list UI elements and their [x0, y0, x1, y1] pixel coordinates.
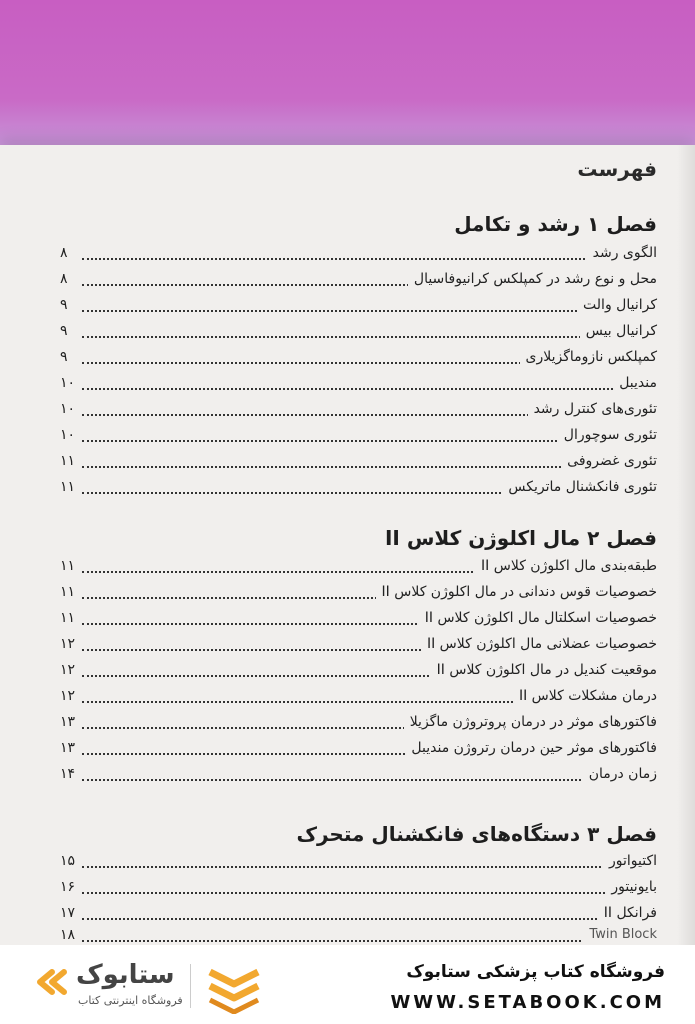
toc-entry-label: تئوری فانکشنال ماتریکس: [502, 476, 657, 498]
store-logo: [30, 958, 270, 1014]
logo-chevron-icon: [30, 958, 70, 1014]
toc-entry: [60, 474, 657, 498]
logo-subtitle: فروشگاه اینترنتی کتاب: [78, 994, 183, 1007]
toc-entry-partial: [60, 922, 657, 946]
toc-entry-page: ۱۱: [60, 558, 76, 574]
dot-leader: [82, 892, 657, 894]
toc-entry-label: خصوصیات اسکلتال مال اکلوژن کلاس II: [419, 607, 657, 629]
dot-leader: [82, 940, 657, 942]
dot-leader: [82, 336, 657, 338]
toc-entry: [60, 605, 657, 629]
toc-entry-label: مندیبل: [613, 372, 657, 394]
dot-leader: [82, 866, 657, 868]
toc-entry-page: ۱۸: [60, 927, 76, 943]
store-url[interactable]: WWW.SETABOOK.COM: [390, 992, 665, 1013]
toc-entry-label: کرانیال بیس: [580, 320, 657, 342]
toc-entry-label: اکتیواتور: [603, 850, 657, 872]
toc-entry: [60, 370, 657, 394]
toc-entry-page: ۱۰: [60, 401, 76, 417]
toc-entry-page: ۱۶: [60, 879, 76, 895]
toc-entry-page: ۹: [60, 297, 68, 313]
toc-entry: [60, 761, 657, 785]
toc-entry: [60, 900, 657, 924]
toc-entry-page: ۱۳: [60, 714, 76, 730]
toc-entry-label: فاکتورهای موثر در درمان پروتروژن ماگزیلا: [404, 711, 657, 733]
toc-entry-label: فرانکل II: [598, 902, 657, 924]
toc-entry-label: کرانیال والت: [577, 294, 657, 316]
toc-entry-page: ۱۳: [60, 740, 76, 756]
toc-entry-page: ۱۷: [60, 905, 76, 921]
toc-entry: [60, 292, 657, 316]
toc-entry-label: خصوصیات قوس دندانی در مال اکلوژن کلاس II: [376, 581, 657, 603]
toc-entry: [60, 240, 657, 264]
toc-entry: [60, 848, 657, 872]
logo-divider: [190, 964, 191, 1008]
dot-leader: [82, 918, 657, 920]
toc-entry: [60, 631, 657, 655]
toc-entry-page: ۸: [60, 245, 68, 261]
book-chevron-icon: [202, 958, 266, 1014]
toc-entry-page: ۱۲: [60, 662, 76, 678]
toc-entry-label: الگوی رشد: [587, 242, 657, 264]
toc-entry-page: ۸: [60, 271, 68, 287]
toc-entry-page: ۱۵: [60, 853, 76, 869]
toc-entry-page: ۱۲: [60, 688, 76, 704]
toc-entry-page: ۱۰: [60, 375, 76, 391]
toc-entry-page: ۱۱: [60, 584, 76, 600]
dot-leader: [82, 258, 657, 260]
toc-entry-page: ۹: [60, 349, 68, 365]
toc-entry-label: خصوصیات عضلانی مال اکلوژن کلاس II: [421, 633, 657, 655]
toc-entry: [60, 579, 657, 603]
page-title: فهرست: [577, 157, 657, 181]
chapter-3-title: فصل ۳ دستگاه‌های فانکشنال متحرک: [296, 822, 657, 846]
toc-entry-label: تئوری سوچورال: [558, 424, 657, 446]
toc-entry-page: ۱۲: [60, 636, 76, 652]
toc-entry-page: ۹: [60, 323, 68, 339]
toc-entry-label: تئوری‌های کنترل رشد: [528, 398, 657, 420]
toc-entry-page: ۱۴: [60, 766, 76, 782]
toc-entry-label: کمپلکس نازوماگزیلاری: [520, 346, 657, 368]
toc-entry: [60, 344, 657, 368]
toc-entry: [60, 396, 657, 420]
logo-wordmark: ستابوک: [76, 960, 175, 990]
toc-entry-label: محل و نوع رشد در کمپلکس کرانیوفاسیال: [408, 268, 657, 290]
toc-entry-label: تئوری غضروفی: [561, 450, 657, 472]
dot-leader: [82, 388, 657, 390]
page-shadow: [677, 145, 695, 945]
toc-entry-page: ۱۱: [60, 610, 76, 626]
toc-entry: [60, 422, 657, 446]
chapter-2-title: فصل ۲ مال اکلوژن کلاس II: [384, 526, 657, 550]
toc-entry: [60, 735, 657, 759]
toc-entry: [60, 448, 657, 472]
toc-entry-page: ۱۰: [60, 427, 76, 443]
toc-entry: [60, 683, 657, 707]
toc-entry: [60, 657, 657, 681]
dot-leader: [82, 779, 657, 781]
toc-entry: [60, 318, 657, 342]
toc-entry-label: زمان درمان: [583, 763, 657, 785]
chapter-1-title: فصل ۱ رشد و تکامل: [454, 212, 657, 236]
toc-entry-page: ۱۱: [60, 453, 76, 469]
toc-entry: [60, 709, 657, 733]
toc-entry: [60, 553, 657, 577]
toc-entry-label: فاکتورهای موثر حین درمان رتروژن مندیبل: [405, 737, 657, 759]
toc-entry: [60, 266, 657, 290]
toc-entry-label: موقعیت کندیل در مال اکلوژن کلاس II: [431, 659, 657, 681]
store-title: فروشگاه کتاب پزشکی ستابوک: [406, 962, 665, 982]
toc-entry-label: درمان مشکلات کلاس II: [513, 685, 657, 707]
dot-leader: [82, 310, 657, 312]
toc-entry-label: بایونیتور: [605, 876, 657, 898]
toc-entry-label: طبقه‌بندی مال اکلوژن کلاس II: [475, 555, 657, 577]
toc-entry-label: Twin Block: [583, 924, 657, 946]
toc-entry-page: ۱۱: [60, 479, 76, 495]
toc-entry: [60, 874, 657, 898]
